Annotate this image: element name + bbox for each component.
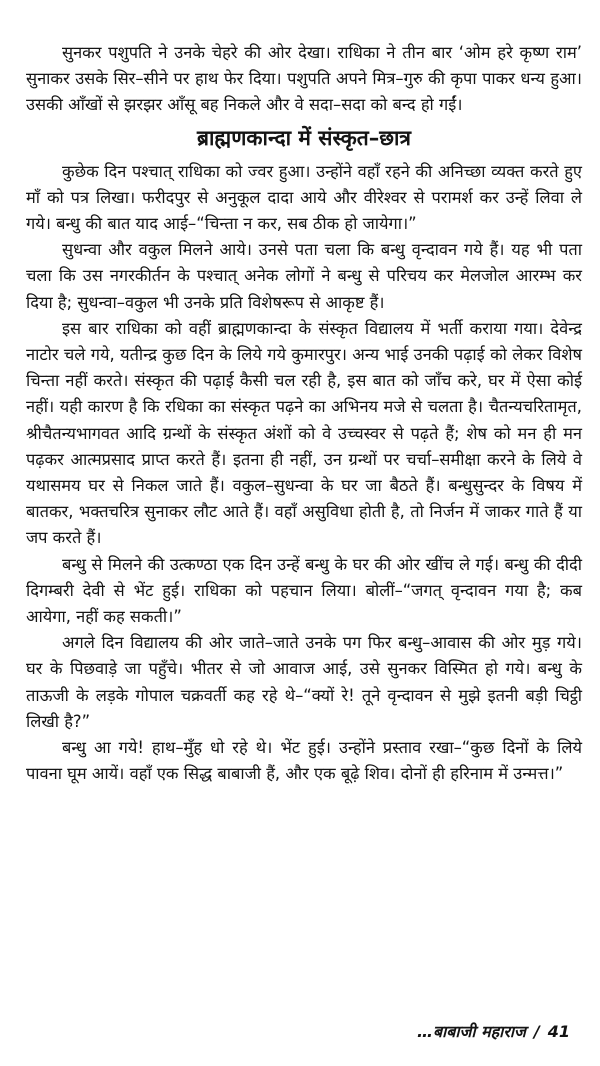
- page-footer: [417, 1020, 570, 1042]
- paragraph-visit-house: बन्धु से मिलने की उत्कण्ठा एक दिन उन्हें बन्धु के घर की ओर खींच ले गई। बन्धु की दीदी दिगम्बरी देवी से भेंट हुई। राधिका को पहचान लिया। बोलीं–“जगत् वृन्दावन गया है; कब आयेगा, नहीं कह सकती।”: [26, 554, 582, 627]
- paragraph-sudhanva-vakul: सुधन्वा और वकुल मिलने आये। उनसे पता चला कि बन्धु वृन्दावन गये हैं। यह भी पता चला कि उस नगरकीर्तन के पश्चात् अनेक लोगों ने बन्धु से परिचय कर मेलजोल आरम्भ कर दिया है; सुधन्वा–वकुल भी उनके प्रति विशेषरूप से आकृष्ट हैं।: [26, 240, 582, 312]
- paragraph-bandhu-returns: बन्धु आ गये! हाथ–मुँह धो रहे थे। भेंट हुई। उन्होंने प्रस्ताव रखा–“कुछ दिनों के लिये पावना घूम आयें। वहाँ एक सिद्ध बाबाजी हैं, और एक बूढ़े शिव। दोनों ही हरिनाम में उन्मत्त।”: [26, 738, 582, 784]
- section-heading: ब्राह्मणकान्दा में संस्कृत–छात्र: [197, 125, 411, 150]
- paragraph-pashupati: सुनकर पशुपति ने उनके चेहरे की ओर देखा। राधिका ने तीन बार ‘ओम हरे कृष्ण राम’ सुनाकर उसके सिर–सीने पर हाथ फेर दिया। पशुपति अपने मित्र–गुरु की कृपा पाकर धन्य हुआ। उसकी आँखों से झरझर आँसू बह निकले और वे सदा–सदा को बन्द हो गईं।: [26, 43, 582, 115]
- page-number: 41: [547, 1022, 570, 1041]
- footer-separator: /: [533, 1022, 540, 1041]
- running-title: …बाबाजी महाराज: [416, 1022, 526, 1041]
- paragraph-fever: कुछेक दिन पश्चात् राधिका को ज्वर हुआ। उन्होंने वहाँ रहने की अनिच्छा व्यक्त करते हुए माँ को पत्र लिखा। फरीदपुर से अनुकूल दादा आये और वीरेश्वर से परामर्श कर उन्हें लिवा ले गये। बन्धु की बात याद आई–“चिन्ता न कर, सब ठीक हो जायेगा।”: [26, 161, 582, 234]
- document-page: [26, 40, 582, 787]
- paragraph-next-day: अगले दिन विद्यालय की ओर जाते–जाते उनके पग फिर बन्धु–आवास की ओर मुड़ गये। घर के पिछवाड़े जा पहुँचे। भीतर से जो आवाज आई, उसे सुनकर विस्मित हो गये। बन्धु के ताऊजी के लड़के गोपाल चक्रवर्ती कह रहे थे–“क्यों रे! तूने वृन्दावन से मुझे इतनी बड़ी चिट्ठी लिखी है?”: [26, 633, 582, 731]
- paragraph-sanskrit-school: इस बार राधिका को वहीं ब्राह्मणकान्दा के संस्कृत विद्यालय में भर्ती कराया गया। देवेन्द्र नाटोर चले गये, यतीन्द्र कुछ दिन के लिये गये कुमारपुर। अन्य भाई उनकी पढ़ाई को लेकर विशेष चिन्ता नहीं करते। संस्कृत की पढ़ाई कैसी चल रही है, इस बात को जाँच करे, घर में ऐसा कोई नहीं। यही कारण है कि रधिका का संस्कृत पढ़ने का अभिनय मजे से चलता है। चैतन्यचरितामृत, श्रीचैतन्यभागवत आदि ग्रन्थों के संस्कृत अंशों को वे उच्चस्वर से पढ़ते हैं; शेष को मन ही मन पढ़कर आत्मप्रसाद प्राप्त करते हैं। इतना ही नहीं, उन ग्रन्थों पर चर्चा–समीक्षा करने के लिये वे यथासमय घर से निकल जाते हैं। वकुल–सुधन्वा के घर जा बैठते हैं। बन्धुसुन्दर के विषय में बातकर, भक्तचरित्र सुनाकर लौट आते हैं। वहाँ असुविधा होती है, तो निर्जन में जाकर गाते हैं या जप करते हैं।: [26, 318, 582, 548]
